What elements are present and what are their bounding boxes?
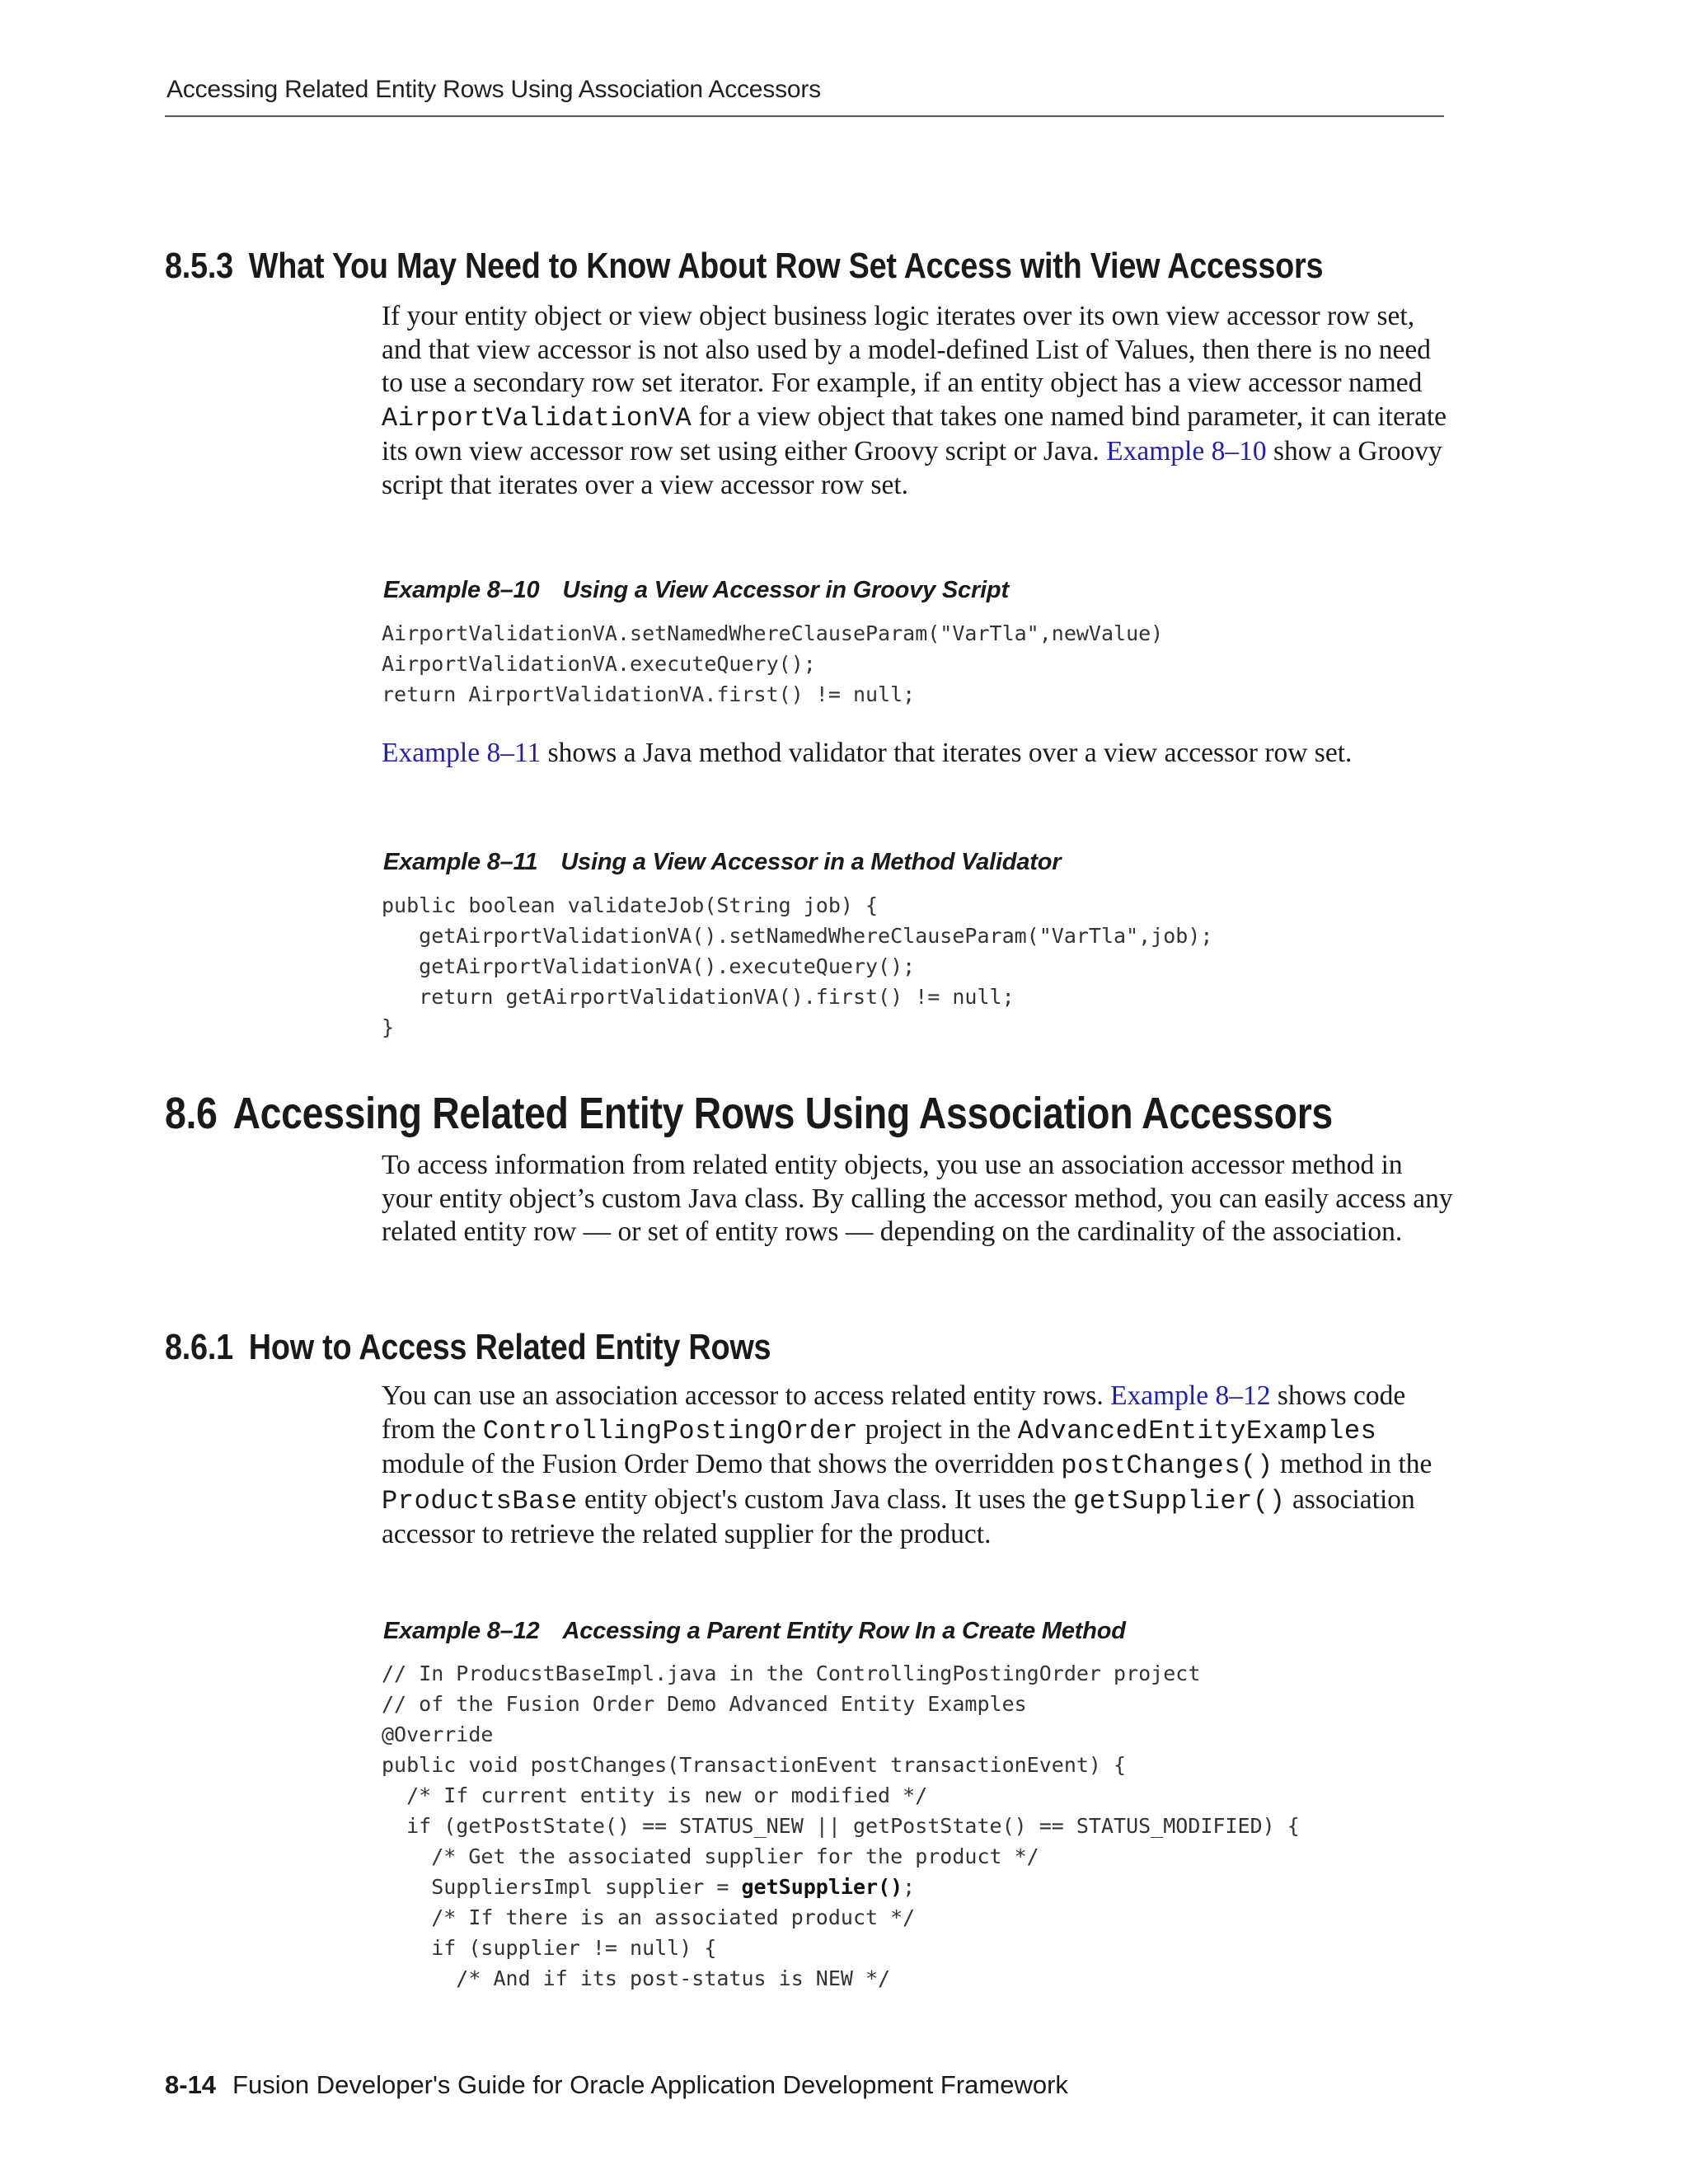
example-caption-8-10 [383, 577, 1009, 604]
section-title: What You May Need to Know About Row Set Access with View Accessors [248, 246, 1324, 286]
code-line: if (getPostState() == STATUS_NEW || getPostState() == STATUS_MODIFIED) { [382, 1814, 1300, 1838]
code-line: @Override [382, 1722, 494, 1746]
code-line: } [382, 1015, 395, 1039]
page-number: 8-14 [165, 2070, 217, 2099]
running-header: Accessing Related Entity Rows Using Association Accessors [166, 76, 821, 103]
code-line: // In ProducstBaseImpl.java in the ControllingPostingOrder project [382, 1661, 1201, 1685]
text-run: show a Groovy script that iterates over a view accessor row set. [382, 436, 1442, 500]
code-run-bold: getSupplier() [741, 1875, 903, 1899]
section-heading-8-6 [165, 1088, 1333, 1139]
section-heading-8-6-1 [165, 1327, 771, 1368]
code-line: getAirportValidationVA().setNamedWhereClauseParam("VarTla",job); [382, 924, 1213, 948]
code-line: /* Get the associated supplier for the product */ [382, 1844, 1039, 1868]
section-heading-8-5-3 [165, 246, 1323, 287]
link-example-8-10[interactable]: Example 8–10 [1106, 436, 1267, 466]
code-line: public boolean validateJob(String job) { [382, 893, 879, 917]
text-run: project in the [858, 1413, 1018, 1445]
code-line: if (supplier != null) { [382, 1936, 717, 1960]
code-line [382, 1872, 1300, 1902]
paragraph-access-related-rows [382, 1380, 1453, 1552]
section-title: How to Access Related Entity Rows [248, 1327, 771, 1367]
code-run: SuppliersImpl supplier = [382, 1875, 742, 1899]
code-term: AdvancedEntityExamples [1017, 1415, 1377, 1446]
link-example-8-12[interactable]: Example 8–12 [1110, 1380, 1271, 1411]
code-line: public void postChanges(TransactionEvent transactionEvent) { [382, 1753, 1127, 1777]
code-block-example-8-11 [382, 890, 1212, 1043]
page-footer [165, 2070, 1068, 2100]
link-example-8-11[interactable]: Example 8–11 [382, 738, 542, 768]
code-line: return getAirportValidationVA().first() != null; [382, 985, 1015, 1009]
example-number: Example 8–10 [383, 577, 540, 603]
text-run: association accessor to retrieve the related supplier for the product. [382, 1483, 1415, 1549]
code-line: /* If current entity is new or modified */ [382, 1783, 928, 1807]
paragraph-association-accessors: To access information from related entity objects, you use an association accessor method in your entity object’s custom Java class. By calling the accessor method, you can easily access any related entity row — or set of entity rows — depending on the cardinality of the association. [382, 1150, 1453, 1247]
code-run: ; [903, 1875, 916, 1899]
section-number: 8.5.3 [165, 246, 233, 286]
text-run: You can use an association accessor to access related entity rows. [382, 1380, 1111, 1411]
code-term: AirportValidationVA [382, 402, 692, 434]
example-number: Example 8–12 [383, 1618, 540, 1644]
section-number: 8.6 [165, 1089, 218, 1138]
paragraph-example-8-11-intro [382, 737, 1453, 771]
header-rule [165, 115, 1444, 117]
code-term: ControllingPostingOrder [482, 1415, 859, 1446]
section-title: Accessing Related Entity Rows Using Association Accessors [232, 1089, 1333, 1138]
code-block-example-8-12 [382, 1658, 1300, 1994]
code-line: getAirportValidationVA().executeQuery(); [382, 954, 916, 978]
text-run: for a view object that takes one named bind parameter, it can iterate its own view accessor row set using either Groovy script or Java. [382, 401, 1447, 466]
example-title: Accessing a Parent Entity Row In a Create Method [562, 1618, 1126, 1644]
example-number: Example 8–11 [383, 849, 538, 875]
text-run: method in the [1273, 1449, 1432, 1479]
book-title: Fusion Developer's Guide for Oracle Application Development Framework [232, 2070, 1068, 2099]
section-number: 8.6.1 [165, 1327, 233, 1367]
code-line: AirportValidationVA.executeQuery(); [382, 652, 816, 676]
code-line: /* If there is an associated product */ [382, 1905, 916, 1929]
paragraph-row-set-access [382, 300, 1453, 502]
example-caption-8-11 [383, 849, 1061, 876]
example-title: Using a View Accessor in Groovy Script [562, 577, 1009, 603]
example-title: Using a View Accessor in a Method Validator [560, 849, 1062, 875]
code-line: // of the Fusion Order Demo Advanced Entity Examples [382, 1692, 1027, 1716]
code-block-example-8-10 [382, 618, 1163, 710]
code-term: getSupplier() [1073, 1485, 1286, 1516]
text-run: shows code from the [382, 1380, 1406, 1445]
code-line: AirportValidationVA.setNamedWhereClauseParam("VarTla",newValue) [382, 621, 1164, 645]
code-line: return AirportValidationVA.first() != null; [382, 682, 916, 706]
code-term: ProductsBase [382, 1485, 578, 1516]
text-run: shows a Java method validator that iterates over a view accessor row set. [541, 738, 1353, 768]
code-line: /* And if its post-status is NEW */ [382, 1966, 891, 1990]
code-term: postChanges() [1061, 1451, 1273, 1481]
example-caption-8-12 [383, 1618, 1126, 1645]
text-run: entity object's custom Java class. It uses the [577, 1483, 1074, 1515]
text-run: If your entity object or view object business logic iterates over its own view accessor row set, and that view accessor is not also used by a model-defined List of Values, then there is no need to use a secondary row set iterator. For example, if an entity object has a view accessor named [382, 301, 1431, 398]
text-run: module of the Fusion Order Demo that shows the overridden [382, 1449, 1062, 1479]
